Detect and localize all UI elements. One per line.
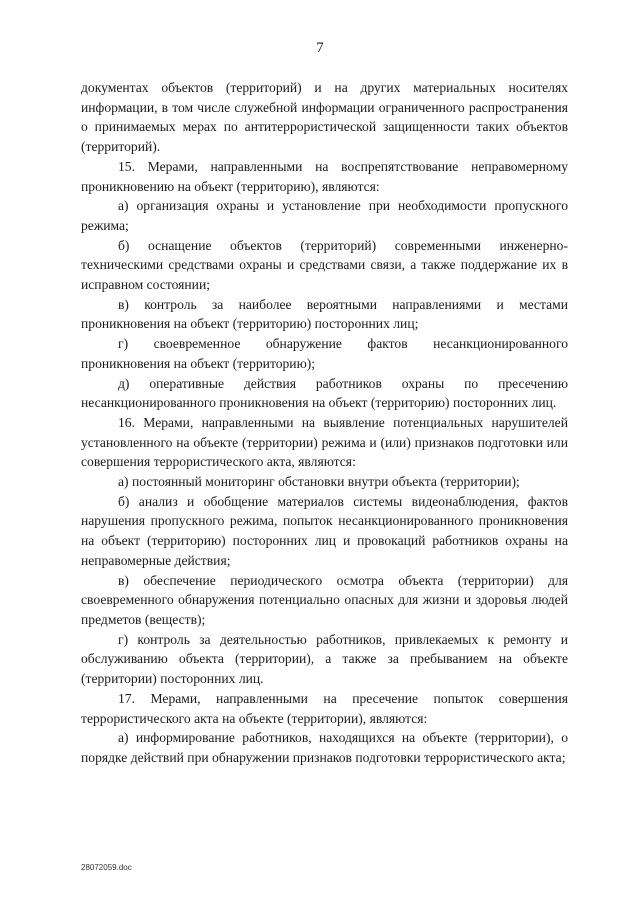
clause-16-a: а) постоянный мониторинг обстановки внутри объекта (территории); [118, 474, 520, 490]
clause-16: 16. Мерами, направленными на выявление потенциальных нарушителей установленного на объекте (территории) режима и (или) признаков подготовки или совершения террористического акта, являются: [81, 414, 568, 470]
paragraph-continuation: документах объектов (территорий) и на других материальных носителях информации, в том числе служебной информации ограниченного распространения о принимаемых мерах по антитеррористической защищенности таких объектов (территорий). [81, 80, 568, 155]
clause-15-g: г) своевременное обнаружение фактов несанкционированного проникновения на объект (территорию); [81, 336, 568, 371]
clause-15-d: д) оперативные действия работников охраны по пресечению несанкционированного проникновения на объект (территорию) посторонних лиц. [81, 375, 568, 411]
clause-15-a: а) организация охраны и установление при необходимости пропускного режима; [81, 198, 568, 233]
clause-15-b: б) оснащение объектов (территорий) современными инженерно-техническими средствами охраны и средствами связи, а также поддержание их в исправном состоянии; [81, 237, 568, 293]
clause-15-v: в) контроль за наиболее вероятными направлениями и местами проникновения на объект (территорию) посторонних лиц; [81, 296, 568, 332]
document-body [81, 78, 568, 768]
clause-16-b: б) анализ и обобщение материалов системы видеонаблюдения, фактов нарушения пропускного режима, попыток несанкционированного проникновения на объект (территорию) посторонних лиц и провокаций работников охраны на неправомерные действия; [81, 493, 568, 568]
clause-16-g: г) контроль за деятельностью работников, привлекаемых к ремонту и обслуживанию объекта (территории), а также за пребыванием на объекте (территории) посторонних лиц. [81, 631, 568, 687]
clause-17-a: а) информирование работников, находящихся на объекте (территории), о порядке действий при обнаружении признаков подготовки террористического акта; [81, 730, 568, 765]
clause-16-v: в) обеспечение периодического осмотра объекта (территории) для своевременного обнаружения потенциально опасных для жизни и здоровья людей предметов (веществ); [81, 572, 568, 627]
clause-15: 15. Мерами, направленными на воспрепятствование неправомерному проникновению на объект (территорию), являются: [81, 158, 568, 194]
footer-filename: 28072059.doc [81, 863, 132, 872]
clause-17: 17. Мерами, направленными на пресечение попыток совершения террористического акта на объекте (территории), являются: [81, 690, 568, 726]
page-number: 7 [316, 40, 324, 56]
